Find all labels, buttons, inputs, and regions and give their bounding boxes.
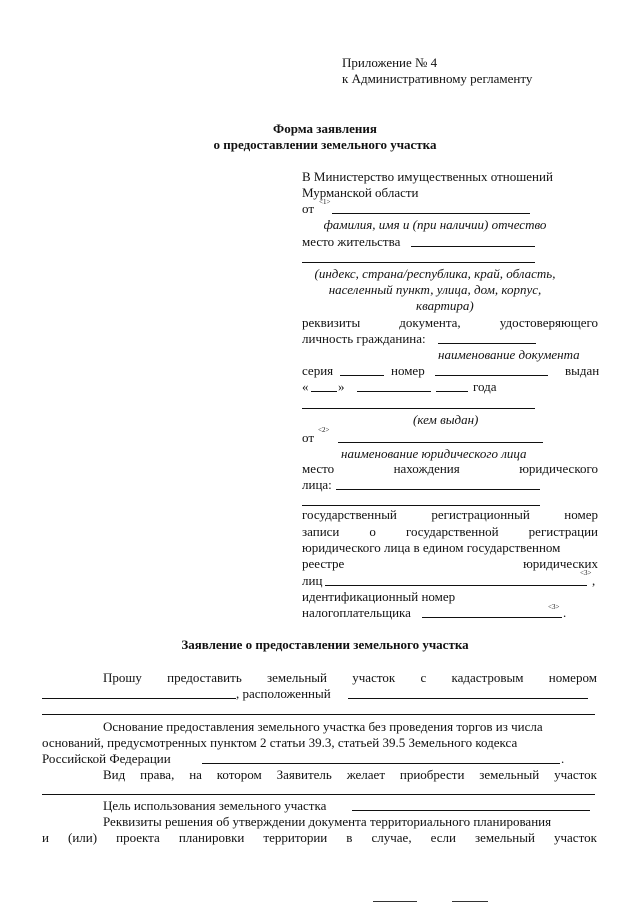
residence-label: место жительства (302, 234, 401, 249)
location-line-2[interactable] (302, 505, 540, 506)
basis-end: . (561, 751, 565, 766)
inn-line2: налогоплательщика (302, 605, 411, 620)
ogrn-line[interactable] (325, 585, 587, 586)
location-address-line-2[interactable] (42, 714, 595, 715)
appendix-number: Приложение № 4 (342, 55, 438, 70)
located-label: , расположенный (236, 686, 331, 701)
number-line[interactable] (435, 375, 548, 376)
residence-line-2[interactable] (302, 262, 535, 263)
addressee-line1: В Министерство имущественных отношений (302, 169, 553, 184)
cadastral-number-line[interactable] (42, 698, 236, 699)
ogrn-line2: записи о государственной регистрации (302, 524, 598, 539)
address-caption-1: (индекс, страна/республика, край, область, (314, 266, 556, 281)
form-subtitle: о предоставлении земельного участка (213, 137, 437, 152)
right-type-field-line[interactable] (42, 794, 595, 795)
address-caption-2: населенный пункт, улица, дом, корпус, (328, 282, 542, 297)
legal-name-line[interactable] (338, 442, 543, 443)
ogrn-line3: юридического лица в едином государственном (302, 540, 561, 555)
from-label-2: от (302, 430, 315, 445)
fio-line[interactable] (332, 213, 530, 214)
month-line[interactable] (357, 391, 431, 392)
footnote-3a: <3> (580, 569, 592, 577)
location-address-line[interactable] (348, 698, 588, 699)
plan-line1: Реквизиты решения об утверждении документа территориального планирования (103, 814, 552, 829)
basis-line[interactable] (202, 763, 560, 764)
legal-location-line: место нахождения юридического (302, 461, 598, 476)
doc-line2: личность гражданина: (302, 331, 426, 346)
form-title: Форма заявления (273, 121, 377, 136)
quote-open: « (302, 379, 309, 394)
request-line: Прошу предоставить земельный участок с кадастровым номером (103, 670, 597, 685)
inn-end: . (563, 605, 567, 620)
legal-name-caption: наименование юридического лица (341, 446, 527, 461)
ogrn-line1: государственный регистрационный номер (302, 507, 598, 522)
ogrn-line5-end: , (592, 573, 596, 588)
purpose-line[interactable] (352, 810, 590, 811)
basis-line1: Основание предоставления земельного участка без проведения торгов из числа (103, 719, 543, 734)
residence-line[interactable] (411, 246, 535, 247)
plan-line2: и (или) проекта планировки территории в случае, если земельный участок (42, 830, 597, 845)
location-line[interactable] (336, 489, 540, 490)
application-title: Заявление о предоставлении земельного участка (181, 637, 469, 652)
issued-by-line[interactable] (302, 408, 535, 409)
fio-caption: фамилия, имя и (при наличии) отчество (323, 217, 547, 232)
inn-line[interactable] (422, 617, 562, 618)
doc-name-line[interactable] (438, 343, 536, 344)
quote-close: » (338, 379, 345, 394)
page-edge-mark-2 (452, 901, 488, 902)
footnote-1: <1> (319, 198, 331, 206)
issued-label: выдан (565, 363, 600, 378)
basis-line2: оснований, предусмотренных пунктом 2 статьи 39.3, статьей 39.5 Земельного кодекса (42, 735, 518, 750)
purpose-label: Цель использования земельного участка (103, 798, 327, 813)
footnote-3b: <3> (548, 603, 560, 611)
series-label: серия (302, 363, 334, 378)
right-type-line: Вид права, на котором Заявитель желает приобрести земельный участок (103, 767, 597, 782)
year-line[interactable] (436, 391, 468, 392)
number-label: номер (391, 363, 425, 378)
basis-line3: Российской Федерации (42, 751, 171, 766)
ogrn-line5-start: лиц (302, 573, 323, 588)
series-line[interactable] (340, 375, 384, 376)
from-label: от (302, 201, 315, 216)
appendix-regulation: к Административному регламенту (342, 71, 533, 86)
page-edge-mark-1 (373, 901, 417, 902)
year-label: года (473, 379, 497, 394)
issued-by-caption: (кем выдан) (413, 412, 479, 427)
location-line2: лица: (302, 477, 332, 492)
address-caption-3: квартира) (416, 298, 474, 313)
addressee-line2: Мурманской области (302, 185, 419, 200)
day-line[interactable] (311, 391, 337, 392)
doc-requisites-line: реквизиты документа, удостоверяющего (302, 315, 598, 330)
ogrn-line4: реестре юридических (302, 556, 598, 571)
footnote-2: <2> (318, 426, 330, 434)
doc-name-caption: наименование документа (438, 347, 580, 362)
inn-line1: идентификационный номер (302, 589, 456, 604)
